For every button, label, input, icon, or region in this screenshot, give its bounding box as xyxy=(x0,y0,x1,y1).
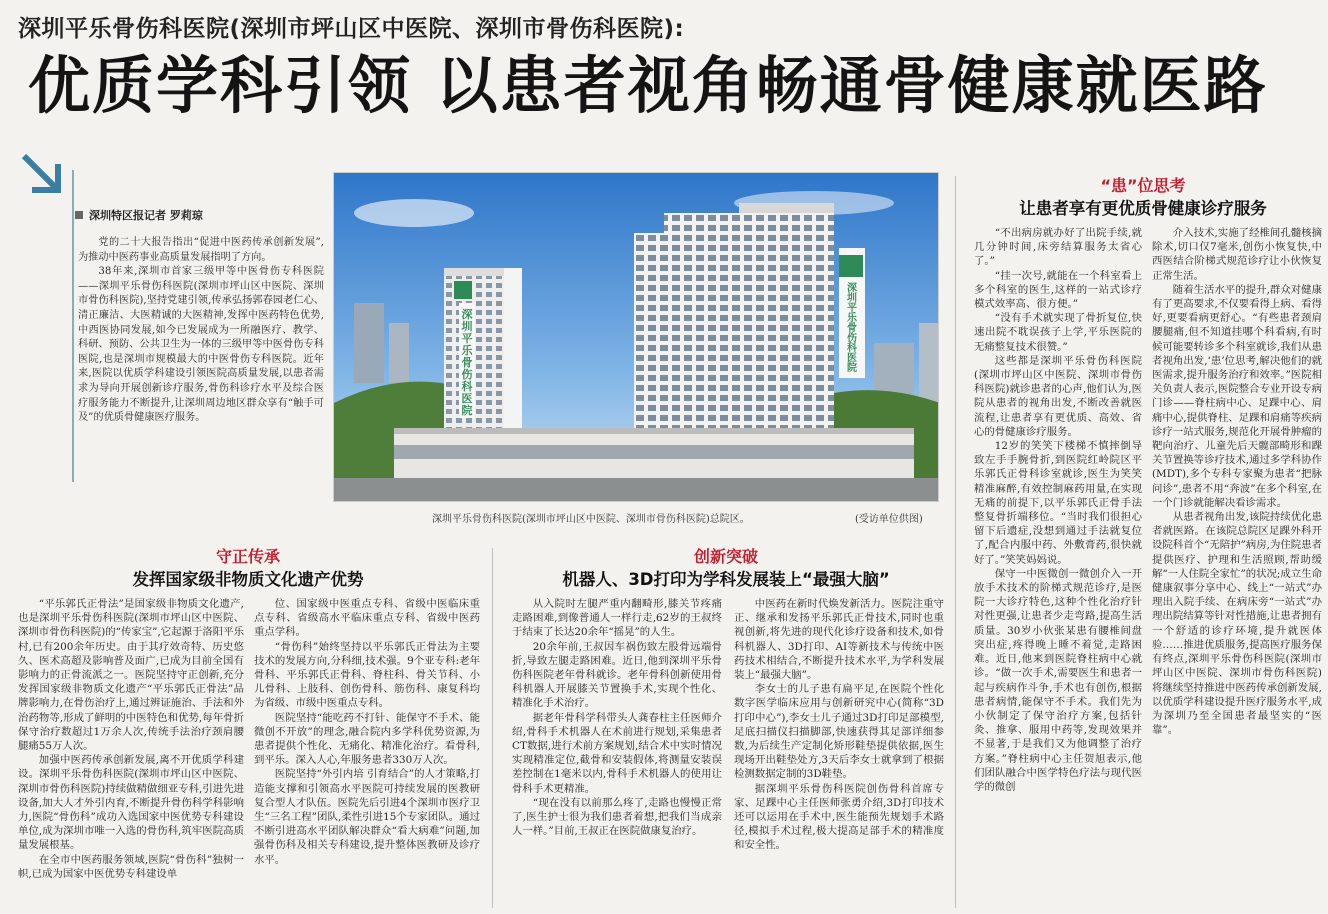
section2-paragraph: 李女士的儿子患有扁平足,在医院个性化数字医学临床应用与创新研究中心(简称“3D打印中心”),李女士儿子通过3D打印足部模型,足底扫描仪扫描脚部,快速获得其足部详细参数,为后续生产定制化矫形鞋垫提供依据,医生现场开出鞋垫处方,3天后李女士就拿到了根据检测数据定制的3D鞋垫。 xyxy=(734,683,944,781)
section2-title: 机器人、3D打印为学科发展装上“最强大脑” xyxy=(562,570,890,589)
hospital-photo xyxy=(333,172,939,502)
section2-paragraph: “现在没有以前那么疼了,走路也慢慢正常了,医生护士很为我们患者着想,把我们当成亲人一样。”目前,王叔正在医院做康复治疗。 xyxy=(512,796,722,838)
photo-credit: (受访单位供图) xyxy=(855,514,923,525)
section3-paragraph: “挂一次号,就能在一个科室看上多个科室的医生,这样的一站式诊疗模式效率高、很方便。” xyxy=(974,269,1142,311)
photo-caption: 深圳平乐骨伤科医院(深圳市坪山区中医院、深圳市骨伤科医院)总院区。 xyxy=(432,514,750,525)
section2-paragraph: 据老年骨科学科带头人龚春柱主任医师介绍,骨科手术机器人在术前进行规划,采集患者CT数据,进行术前方案规划,结合术中实时情况实现精准定位,截骨和安装假体,将测量安装误差控制在1毫米以内,骨科手术机器人的使用让骨科手术更精准。 xyxy=(512,711,722,795)
intro-paragraph: 党的二十大报告指出“促进中医药传承创新发展”,为推动中医药事业高质量发展指明了方向。 xyxy=(78,237,324,263)
section3-paragraph: 保守一中医微创一微创介入一开放手术技术的阶梯式规范诊疗,是医院一大诊疗特色,这种个性化治疗针对性更强,让患者少走弯路,提高生活质量。30岁小伙张某患有腰椎间盘突出症,疼得晚上睡不着觉,走路困难。近日,他来到医院脊柱病中心就诊。“做一次手术,需要医生和患者一起与疾病作斗争,手术也有创伤,根据患者病情,能保守不手术。我们先为小伙制定了保守治疗方案,包括针灸、推拿、服用中药等,发现效果并不显著,于是我们又为他调整了治疗方案。”脊柱病中心主任贺旭表示,他们团队融合中医学特色疗法与现代医学的微创 xyxy=(974,567,1142,793)
sign-right: 深圳平乐骨伤科医院 xyxy=(847,283,857,374)
section1-paragraph: “骨伤科”始终坚持以平乐郭氏正骨法为主要技术的发展方向,分科细,技术强。9个亚专科:老年骨科、平乐郭氏正骨科、脊柱科、骨关节科、小儿骨科、上肢科、创伤骨科、筋伤科、康复科均为省级、市级中医重点专科。 xyxy=(254,640,480,710)
section1-paragraph: 医院坚持“能吃药不打针、能保守不手术、能微创不开放”的理念,融合院内多学科优势资源,为患者提供个性化、无痛化、精准化治疗。看骨科,到平乐。深入人心,年服务患者330万人次。 xyxy=(254,711,480,767)
section1-paragraph: 加强中医药传承创新发展,离不开优质学科建设。深圳平乐骨伤科医院(深圳市坪山区中医院、深圳市骨伤科医院)持续做精做细亚专科,引进先进设备,加大人才外引内育,不断提升骨伤科学科影响力,医院“骨伤科”成功入选国家中医优势专科建设单位,成为深圳市唯一入选的骨伤科,筑牢医院高质量发展根基。 xyxy=(18,754,244,852)
section1-paragraph: 在全市中医药服务领域,医院“骨伤科”独树一帜,已成为国家中医优势专科建设单 xyxy=(18,853,244,880)
byline-text: 深圳特区报记者 罗莉琼 xyxy=(89,209,203,222)
column-divider-right xyxy=(955,176,956,908)
section2-paragraph: 中医药在新时代焕发新活力。医院注重守正、继承和发扬平乐郭氏正骨技术,同时也重视创新,将先进的现代化诊疗设备和技术,如骨科机器人、3D打印、AI等新技术与传统中医药技术相结合,不断提升技术水平,为学科发展装上“最强大脑”。 xyxy=(734,598,944,682)
arrow-icon xyxy=(18,150,64,196)
section2-col1 xyxy=(512,597,722,909)
intro-rule xyxy=(72,170,74,482)
section2-paragraph: 据深圳平乐骨伤科医院创伤骨科首席专家、足踝中心主任医师张勇介绍,3D打印技术还可以运用在手术中,医生能预先规划手术路径,模拟手术过程,极大提高足部手术的精准度和安全性。 xyxy=(734,782,944,852)
section3-paragraph: 介入技术,实施了经椎间孔髓核摘除术,切口仅7毫米,创伤小恢复快,中西医结合阶梯式规范诊疗让小伙恢复正常生活。 xyxy=(1152,227,1322,282)
sign-left: 深圳平乐骨伤科医院 xyxy=(461,308,473,417)
section1-paragraph: “平乐郭氏正骨法”是国家级非物质文化遗产,也是深圳平乐骨伤科医院(深圳市坪山区中医院、深圳市骨伤科医院)的“传家宝”,它起源于洛阳平乐村,已有200余年历史。由于其疗效奇特、历史悠久、医术高超及影响普及面广,已成为目前全国有影响力的正骨流派之一。医院坚持守正创新,充分发挥国家级非物质文化遗产“平乐郭氏正骨法”品牌影响力,在骨伤治疗上,通过辨证施治、手法和外治药物等,形成了鲜明的中医特色和优势,每年骨折保守治疗数超过1万余人次,传统手法治疗颈肩腰腿痛55万人次。 xyxy=(18,598,244,753)
section3-col1 xyxy=(974,226,1142,910)
section2-tag: 创新突破 xyxy=(693,547,758,566)
section3-paragraph: 12岁的笑笑下楼梯不慎摔倒导致左手手腕骨折,到医院红岭院区平乐郭氏正骨科诊室就诊,医生为笑笑精准麻醉,有效控制麻药用量,在实现无痛的前提下,以平乐郭氏正骨手法整复骨折端移位。“当时我们很担心留下后遗症,没想到通过手法就复位了,配合内服中药、外敷膏药,很快就好了。”笑笑妈妈说。 xyxy=(974,440,1142,566)
section1-title: 发挥国家级非物质文化遗产优势 xyxy=(132,570,364,589)
section3-paragraph: 随着生活水平的提升,群众对健康有了更高要求,不仅要看得上病、看得好,更要看病更舒心。“有些患者颈肩腰腿痛,但不知道挂哪个科看病,有时候可能要转诊多个科室就诊,我们从患者视角出发,‘患’位思考,解决他们的就医需求,提升服务治疗和效率。”医院相关负责人表示,医院整合专业开设专病门诊——脊柱病中心、足踝中心、肩痛中心,提供脊柱、足踝和肩痛等疾病诊疗一站式服务,规范化开展骨肿瘤的靶向治疗、儿童先后天髋部畸形和踝关节置换等诊疗技术,通过多学科协作(MDT),多个专科专家聚为患者“把脉问诊”,患者不用“奔波”在多个科室,在一个门诊就能解决看诊需求。 xyxy=(1152,283,1322,509)
section3-col2 xyxy=(1152,226,1322,910)
section3-title: 让患者享有更优质骨健康诊疗服务 xyxy=(1019,199,1267,218)
section1-col2 xyxy=(254,597,480,909)
section1-tag: 守正传承 xyxy=(215,547,280,566)
section3-tag: “患”位思考 xyxy=(1100,176,1186,195)
column-divider xyxy=(492,548,493,908)
kicker-line: 深圳平乐骨伤科医院(深圳市坪山区中医院、深圳市骨伤科医院): xyxy=(18,16,685,42)
section1-paragraph: 医院坚持“外引内培 引育结合”的人才策略,打造能支撑和引领高水平医院可持续发展的医教研复合型人才队伍。医院先后引进4个深圳市医疗卫生“三名工程”团队,柔性引进15个专家团队。通过不断引进高水平团队解决群众“看大病难”问题,加强骨伤科及相关专科建设,提升整体医教研及诊疗水平。 xyxy=(254,768,480,866)
intro-text xyxy=(78,236,324,426)
byline xyxy=(75,207,203,223)
section3-paragraph: “不出病房就办好了出院手续,就几分钟时间,床旁结算服务太省心了。” xyxy=(974,227,1142,268)
section3-paragraph: 这些都是深圳平乐骨伤科医院(深圳市坪山区中医院、深圳市骨伤科医院)就诊患者的心声,他们认为,医院从患者的视角出发,不断改善就医流程,让患者享有更优质、高效、省心的骨健康诊疗服务。 xyxy=(974,354,1142,438)
hospital-building-illustration xyxy=(334,173,939,502)
section2-paragraph: 20余年前,王叔因车祸伤致左股骨远端骨折,导致左腿走路困难。近日,他到深圳平乐骨伤科医院老年骨科就诊。老年骨科创新使用骨科机器人开展膝关节置换手术,实现个性化、精准化手术治疗。 xyxy=(512,640,722,710)
section2-col2 xyxy=(734,597,944,909)
intro-paragraph: 38年来,深圳市首家三级甲等中医骨伤专科医院——深圳平乐骨伤科医院(深圳市坪山区中医院、深圳市骨伤科医院),坚持党建引领,传承弘扬郭春园老仁心、清正廉洁、大医精诚的大医精神,发挥中医药特色优势,中西医协同发展,如今已发展成为一所融医疗、教学、科研、预防、公共卫生为一体的三级甲等中医骨伤专科医院,也是深圳市规模最大的中医骨伤专科医院。近年来,医院以优质学科建设引领医院高质量发展,以患者需求为导向开展创新诊疗服务,骨伤科诊疗水平及综合医疗服务能力不断提升,让深圳周边地区群众享有“触手可及”的优质骨健康医疗服务。 xyxy=(78,266,324,424)
section1-col1 xyxy=(18,597,244,909)
section3-paragraph: 从患者视角出发,该院持续优化患者就医路。在该院总院区足踝外科开设院科首个“无陪护”病房,为住院患者提供医疗、护理和生活照顾,帮助缓解“一人住院全家忙”的状况;成立生命健康叙事分享中心、线上“一站式”办理出入院手续、在病床旁“一站式”办理出院结算等针对性措施,让患者拥有一个舒适的诊疗环境,提升就医体验……推进优质服务,提高医疗服务保有终点,深圳平乐骨伤科医院(深圳市坪山区中医院、深圳市骨伤科医院)将继续坚持推进中医药传承创新发展,以优质学科建设提升医疗服务水平,成为深圳乃至全国患者最坚实的“医靠”。 xyxy=(1152,511,1322,737)
headline: 优质学科引领 以患者视角畅通骨健康就医路 xyxy=(28,49,1268,122)
section1-paragraph: 位、国家级中医重点专科、省级中医临床重点专科、省级高水平临床重点专科、省级中医药重点学科。 xyxy=(254,598,480,639)
section3-paragraph: “没有手术就实现了骨折复位,快速出院不耽误孩子上学,平乐医院的无痛整复技术很赞。” xyxy=(974,312,1142,353)
section2-paragraph: 从入院时左腿严重内翻畸形,膝关节疼痛走路困难,到像普通人一样行走,62岁的王叔终于结束了长达20余年“摇晃”的人生。 xyxy=(512,598,722,639)
